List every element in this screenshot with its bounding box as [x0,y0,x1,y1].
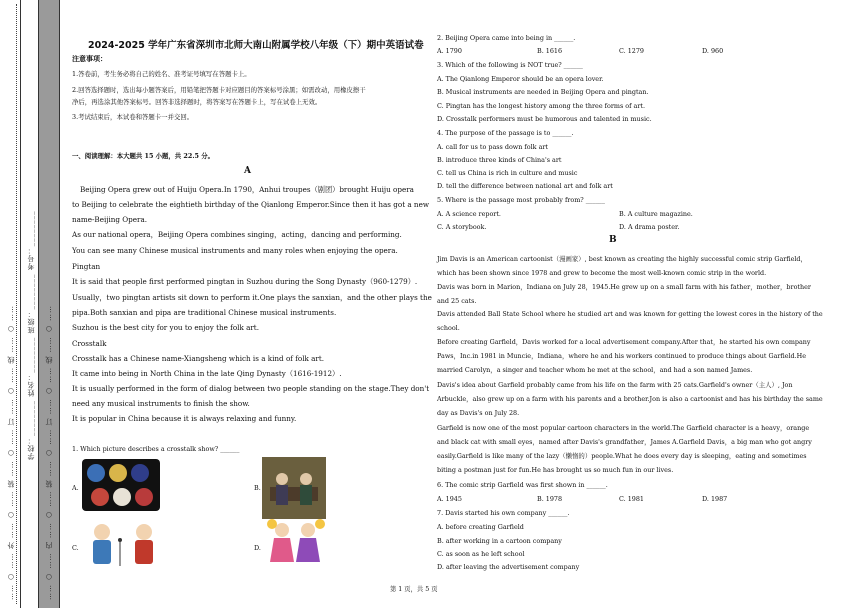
notes-heading: 注意事项： [72,54,107,63]
section-heading: 一、阅读理解：本大题共 15 小题，共 22.5 分。 [72,152,214,160]
passage-b-line: Jim Davis is an American cartoonist（漫画家）, best known as creating the highly successful comic strip Garfield， [437,255,807,263]
passage-a-line: Beijing Opera grew out of Huiju Opera.In 1790，Anhui troupes（剧团）brought Huiju opera [80,185,414,194]
q2-option-d[interactable]: D. 960 [702,47,724,55]
passage-b-line: Arbuckle，also grew up on a farm with his parents and a brother.Jon is also a cartoonist and has his birthday the same [437,395,823,403]
q2-option-a[interactable]: A. 1790 [437,47,462,55]
q3-option-c[interactable]: C. Pingtan has the longest history among the three forms of art. [437,102,645,110]
note-2b: 净后，再选涂其他答案标号。回答非选择题时，将答案写在答题卡上，写在试卷上无效。 [72,98,322,106]
option-a-picture-masks[interactable] [82,459,160,511]
option-c-label: C. [72,544,79,552]
passage-b-line: married Carolyn，a singer and teacher whom he met at the school，and had a son named James. [437,366,753,374]
option-b-picture-performers[interactable] [262,457,326,519]
passage-b-line: which has been shown since 1978 and grew to become the most well-known comic strip in the world. [437,269,767,277]
passage-b-line: and 25 cats. [437,297,477,305]
passage-a-line: Suzhou is the best city for you to enjoy the folk art. [72,323,259,332]
passage-a-line: It came into being in North China in the late Qing Dynasty（1616-1912）. [72,369,342,378]
passage-a-line: Usually，two pingtan artists sit down to perform it.One plays the sanxian，and the other plays the [72,293,432,302]
q4-option-d[interactable]: D. tell the difference between national art and folk art [437,182,613,190]
question-2: 2. Beijing Opera came into being in ______. [437,34,576,42]
q5-option-d[interactable]: D. A drama poster. [619,223,680,231]
option-a-label: A. [72,484,79,492]
passage-a-heading: Crosstalk [72,339,107,348]
q3-option-b[interactable]: B. Musical instruments are needed in Beijing Opera and pingtan. [437,88,649,96]
q7-option-b[interactable]: B. after working in a cartoon company [437,537,562,545]
q7-option-c[interactable]: C. as soon as he left school [437,550,525,558]
q6-option-a[interactable]: A. 1945 [437,495,462,503]
question-5: 5. Where is the passage most probably from? ______ [437,196,605,204]
q5-option-b[interactable]: B. A culture magazine. [619,210,693,218]
passage-b-label: B [609,235,617,245]
q6-option-b[interactable]: B. 1978 [537,495,563,503]
passage-b-line: easily.Garfield is like many of the lazy（懒惰的）people.What he does every day is sleeping，eating and sometimes [437,452,807,460]
question-3: 3. Which of the following is NOT true? ______ [437,61,583,69]
q4-option-a[interactable]: A. call for us to pass down folk art [437,143,548,151]
passage-b-line: Davis attended Ball State School where he studied art and was known for getting the lowest cores in the history of the [437,310,823,318]
passage-b-line: and black cat with small eyes，named after Davis's grandfather，James A.Garfield Davis，a big man who got angry [437,438,812,446]
passage-a-line: name-Beijing Opera. [72,215,148,224]
passage-b-line: day as Davis's on July 28. [437,409,520,417]
passage-b-line: Garfield is now one of the most popular cartoon characters in the world.The Garfield character is a heavy，orange [437,424,810,432]
q3-option-d[interactable]: D. Crosstalk performers must be humorous and talented in music. [437,115,652,123]
note-3: 3.考试结束后，本试卷和答题卡一并交回。 [72,113,194,121]
q4-option-c[interactable]: C. tell us China is rich in culture and music [437,169,578,177]
passage-b-line: Paws，Inc.in 1981 in Muncie，Indiana，where he and his workers continued to produce things about Garfield.He [437,352,807,360]
q6-option-d[interactable]: D. 1987 [702,495,728,503]
outer-binding-text: …… ○ …… 外 …… ○ …… 装 …… ○ …… 订 …… ○ …… 线 …… ○ …… [7,304,15,600]
page-footer: 第 1 页，共 5 页 [390,586,438,593]
q2-option-b[interactable]: B. 1616 [537,47,563,55]
q4-option-b[interactable]: B. introduce three kinds of China's art [437,156,562,164]
passage-a-line: You can see many Chinese musical instruments and many roles when enjoying the opera. [72,246,398,255]
passage-a-line: It is usually performed in the form of dialog between two people standing on the stage.They don't [72,384,430,393]
option-d-picture-dancers[interactable] [264,518,326,570]
exam-title: 2024-2025 学年广东省深圳市北师大南山附属学校八年级（下）期中英语试卷 [88,40,424,51]
question-7: 7. Davis started his own company ______. [437,509,570,517]
q6-option-c[interactable]: C. 1981 [619,495,644,503]
passage-a-heading: Pingtan [72,262,101,271]
option-d-label: D. [254,544,261,552]
q7-option-a[interactable]: A. before creating Garfield [437,523,524,531]
passage-a-line: It is popular in China because it is always relaxing and funny. [72,414,297,423]
q5-option-c[interactable]: C. A storybook. [437,223,487,231]
inner-binding-text: …… ○ …… 内 …… ○ …… 装 …… ○ …… 订 …… ○ …… 线 …… ○ …… [45,304,53,600]
q2-option-c[interactable]: C. 1279 [619,47,644,55]
question-4: 4. The purpose of the passage is to ______. [437,129,574,137]
option-b-label: B. [254,484,261,492]
passage-b-line: school. [437,324,460,332]
passage-b-line: biting a postman just for fun.He has brought us so much fun in our lives. [437,466,674,474]
student-info-fields: 学校：________ 姓名：________ 班级：________ 考号：________ [27,210,35,460]
passage-b-line: Davis was born in Marion，Indiana on July 28，1945.He grew up on a small farm with his father，mother，brother [437,283,811,291]
q3-option-a[interactable]: A. The Qianlong Emperor should be an opera lover. [437,75,604,83]
note-2a: 2.回答选择题时，选出每小题答案后，用铅笔把答题卡对应题目的答案标号涂黑；如需改动，用橡皮擦干 [72,86,366,94]
passage-a-line: to Beijing to celebrate the eightieth birthday of the Qianlong Emperor.Since then it has got a new [72,200,429,209]
passage-b-line: Davis's idea about Garfield probably came from his life on the farm with 25 cats.Garfield's owner（主人）, Jon [437,381,793,389]
passage-a-line: need any musical instruments to finish the show. [72,399,250,408]
passage-a-line: pipa.Both sanxian and pipa are traditional Chinese musical instruments. [72,308,337,317]
question-1: 1. Which picture describes a crosstalk show? ______ [72,445,240,453]
passage-a-label: A [244,166,251,176]
passage-a-line: It is said that people first performed pingtan in Suzhou during the Song Dynasty（960-1279）. [72,277,418,286]
cut-line [16,4,17,604]
passage-a-line: As our national opera，Beijing Opera combines singing，acting，dancing and performing. [72,230,402,239]
note-1: 1.答卷前，考生务必将自己的姓名、准考证号填写在答题卡上。 [72,70,251,78]
q5-option-a[interactable]: A. A science report. [437,210,501,218]
passage-b-line: Before creating Garfield，Davis worked for a local advertisement company.After that，he started his own company [437,338,811,346]
binding-margin [0,0,60,608]
option-c-picture-crosstalk[interactable] [82,520,166,568]
q7-option-d[interactable]: D. after leaving the advertisement company [437,563,580,571]
passage-a-line: Crosstalk has a Chinese name-Xiangsheng which is a kind of folk art. [72,354,325,363]
question-6: 6. The comic strip Garfield was first shown in ______. [437,481,608,489]
